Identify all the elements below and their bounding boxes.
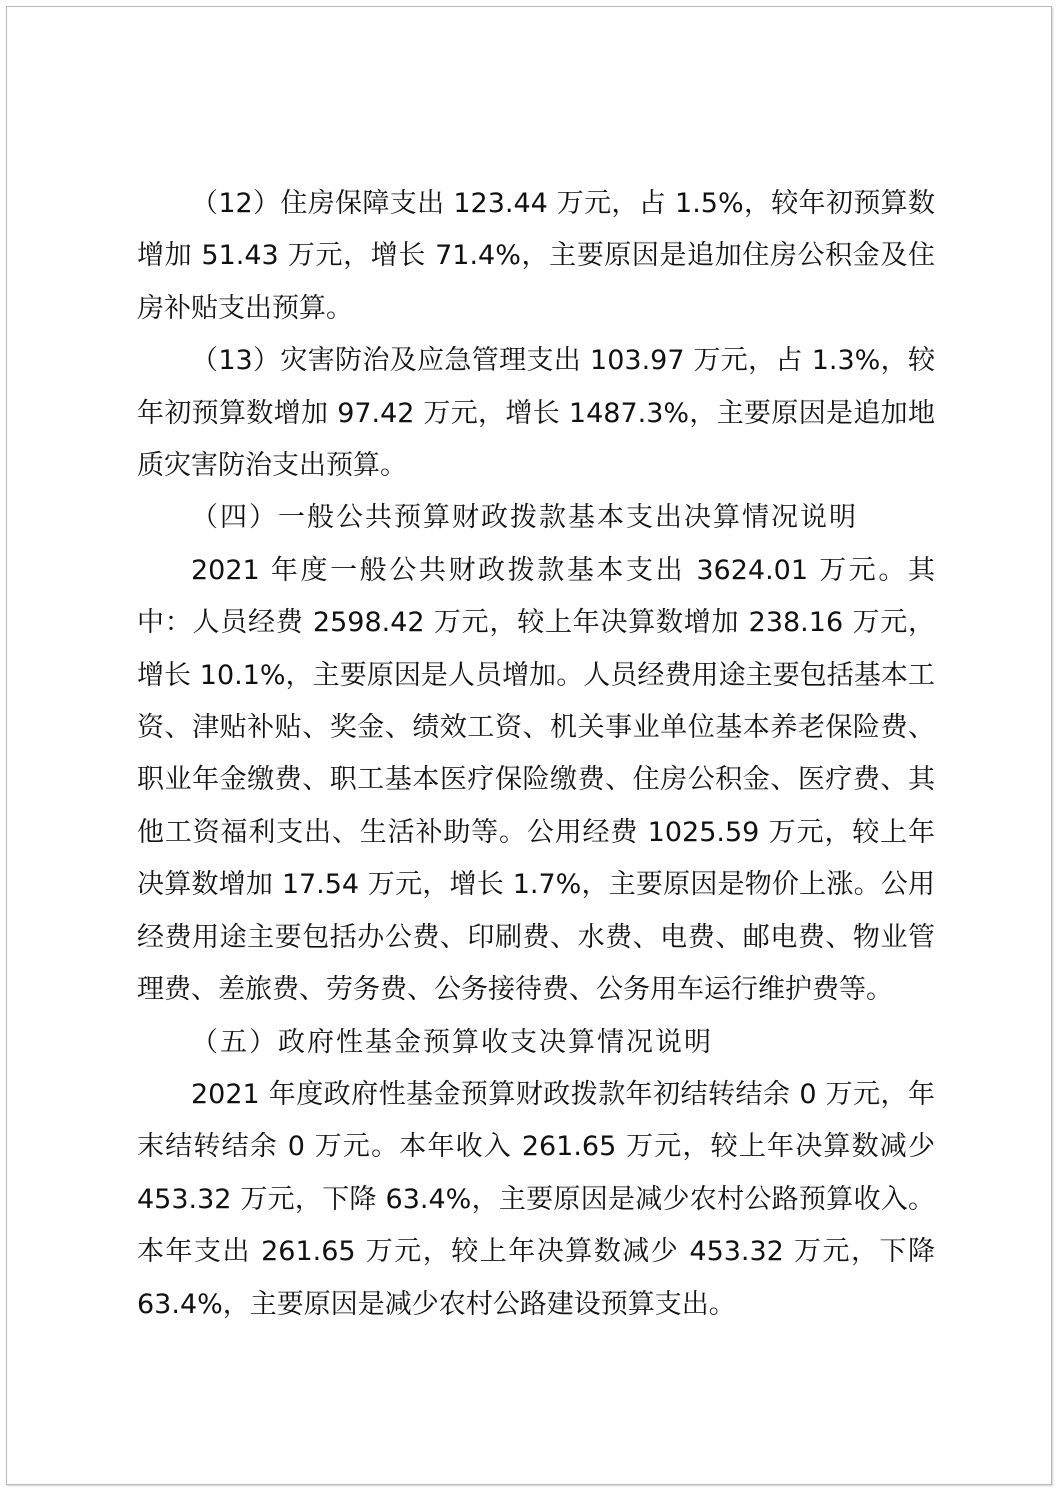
paragraph-basic-expenditure: 2021 年度一般公共财政拨款基本支出 3624.01 万元。其中：人员经费 2598.42 万元，较上年决算数增加 238.16 万元，增长 10.1%，主要原因是人员增加。人员经费用途主要包括基本工资、津贴补贴、奖金、绩效工资、机关事业单位基本养老保险费、职业年金缴费、职工基本医疗保险缴费、住房公积金、医疗费、其他工资福利支出、生活补助等。公用经费 1025.59 万元，较上年决算数增加 17.54 万元，增长 1.7%，主要原因是物价上涨。公用经费用途主要包括办公费、印刷费、水费、电费、邮电费、物业管理费、差旅费、劳务费、公务接待费、公务用车运行维护费等。 bbox=[137, 554, 935, 1006]
paragraph-disaster-expenditure: （13）灾害防治及应急管理支出 103.97 万元，占 1.3%，较年初预算数增加 97.42 万元，增长 1487.3%，主要原因是追加地质灾害防治支出预算。 bbox=[137, 345, 935, 482]
paragraph-housing-expenditure: （12）住房保障支出 123.44 万元，占 1.5%，较年初预算数增加 51.43 万元，增长 71.4%，主要原因是追加住房公积金及住房补贴支出预算。 bbox=[137, 188, 935, 324]
paragraph-government-fund: 2021 年度政府性基金预算财政拨款年初结转结余 0 万元，年末结转结余 0 万元。本年收入 261.65 万元，较上年决算数减少 453.32 万元，下降 63.4%，主要原因是减少农村公路预算收入。本年支出 261.65 万元，较上年决算数减少 453.32 万元，下降 63.4%，主要原因是减少农村公路建设预算支出。 bbox=[137, 1078, 935, 1320]
document-body bbox=[137, 178, 935, 1331]
section-heading-government-fund: （五）政府性基金预算收支决算情况说明 bbox=[191, 1026, 713, 1058]
section-heading-basic-expenditure: （四）一般公共预算财政拨款基本支出决算情况说明 bbox=[191, 502, 858, 534]
document-page bbox=[6, 6, 1052, 1485]
